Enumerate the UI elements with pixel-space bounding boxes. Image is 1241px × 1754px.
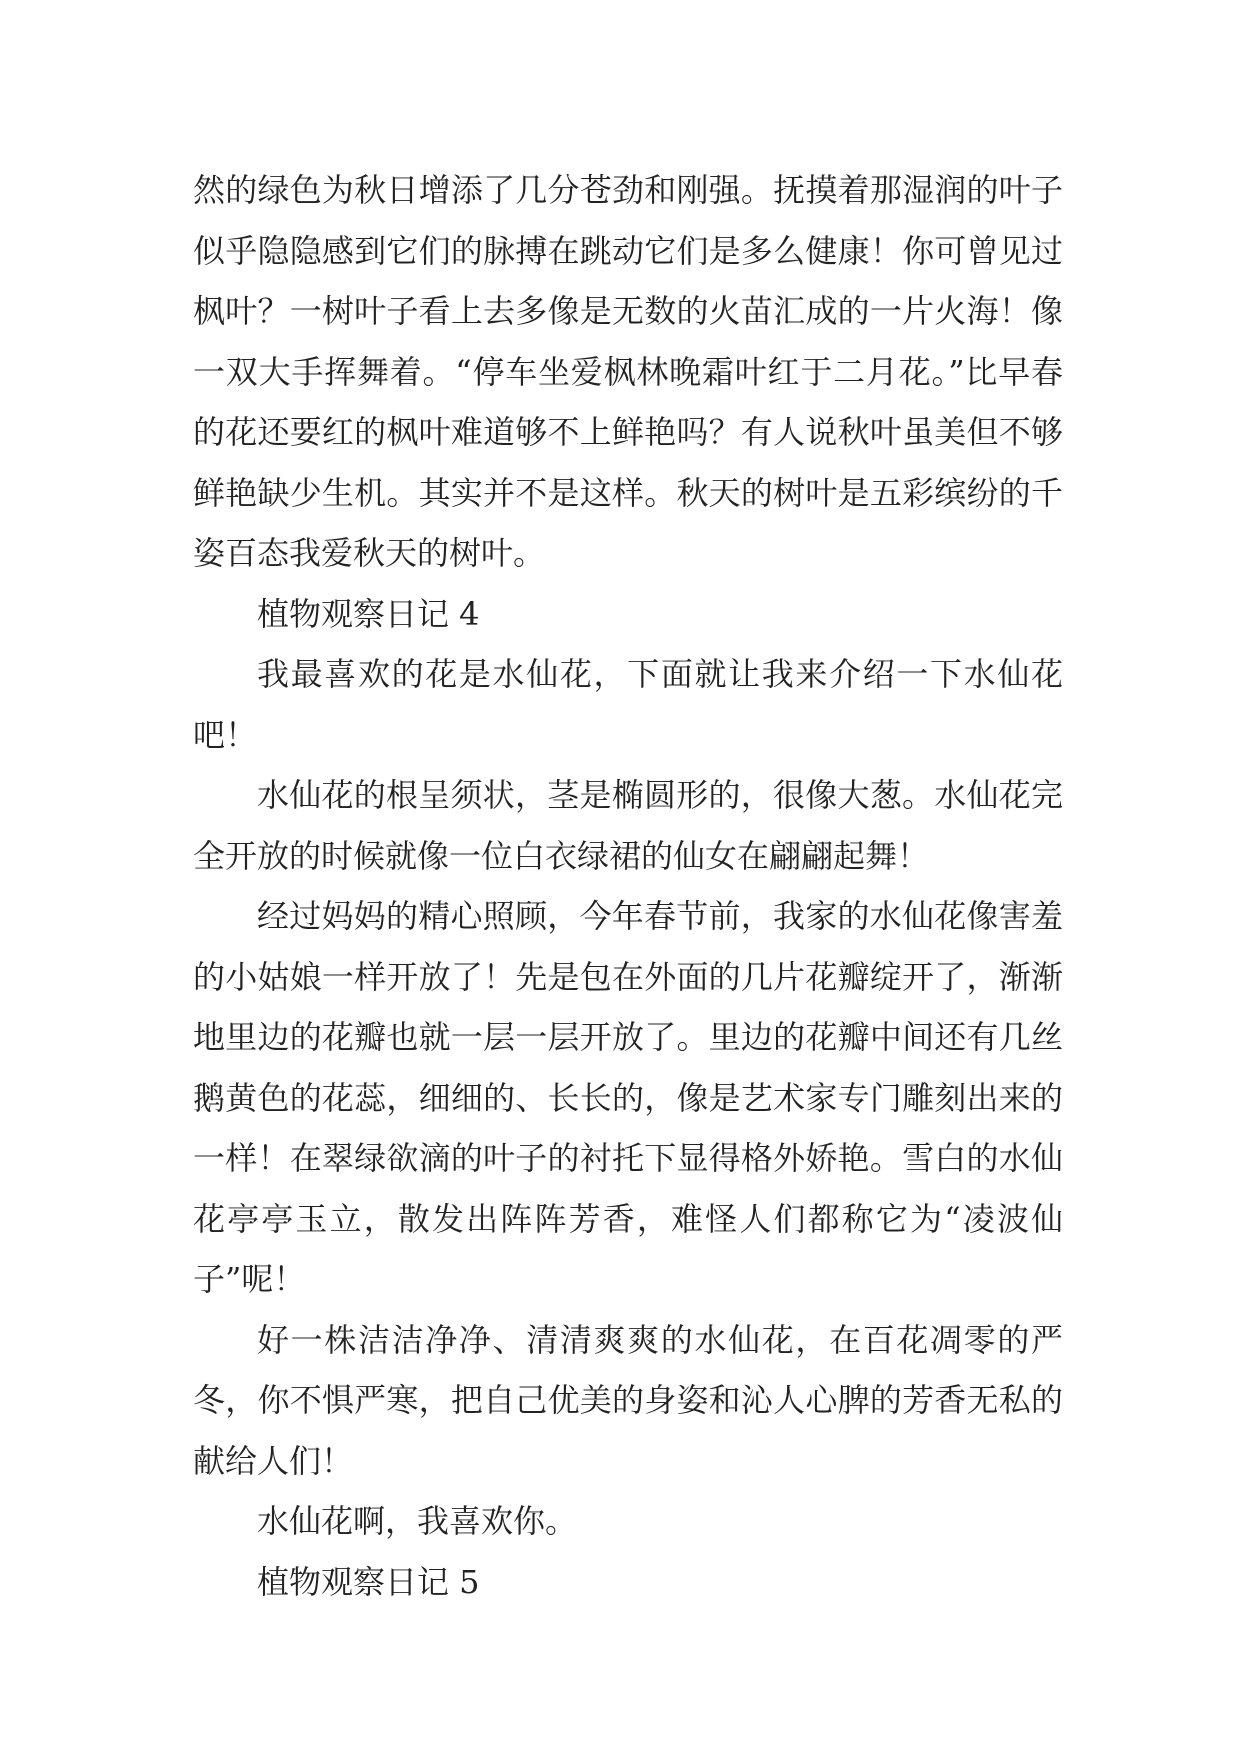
paragraph-continuation: 然的绿色为秋日增添了几分苍劲和刚强。抚摸着那湿润的叶子似乎隐隐感到它们的脉搏在跳动它们是多么健康！你可曾见过枫叶？一树叶子看上去多像是无数的火苗汇成的一片火海！像一双大手挥舞着。“停车坐爱枫林晚霜叶红于二月花。”比早春的花还要红的枫叶难道够不上鲜艳吗？有人说秋叶虽美但不够鲜艳缺少生机。其实并不是这样。秋天的树叶是五彩缤纷的千姿百态我爱秋天的树叶。 (193, 171, 1063, 572)
section-heading-4: 植物观察日记 4 (257, 594, 480, 633)
paragraph-favorite-flower: 我最喜欢的花是水仙花，下面就让我来介绍一下水仙花吧！ (193, 655, 1063, 754)
paragraph-blooming: 经过妈妈的精心照顾，今年春节前，我家的水仙花像害羞的小姑娘一样开放了！先是包在外面的几片花瓣绽开了，渐渐地里边的花瓣也就一层一层开放了。里边的花瓣中间还有几丝鹅黄色的花蕊，细细的、长长的，像是艺术家专门雕刻出来的一样！在翠绿欲滴的叶子的衬托下显得格外娇艳。雪白的水仙花亭亭玉立，散发出阵阵芳香，难怪人们都称它为“凌波仙子”呢！ (193, 897, 1063, 1298)
document-body (193, 160, 1063, 1612)
paragraph-flower-description: 水仙花的根呈须状，茎是椭圆形的，很像大葱。水仙花完全开放的时候就像一位白衣绿裙的仙女在翩翩起舞！ (193, 776, 1063, 875)
section-heading-5: 植物观察日记 5 (257, 1562, 480, 1601)
paragraph-closing: 水仙花啊，我喜欢你。 (257, 1502, 578, 1540)
paragraph-praise: 好一株洁洁净净、清清爽爽的水仙花，在百花凋零的严冬，你不惧严寒，把自己优美的身姿和沁人心脾的芳香无私的献给人们！ (193, 1320, 1063, 1480)
